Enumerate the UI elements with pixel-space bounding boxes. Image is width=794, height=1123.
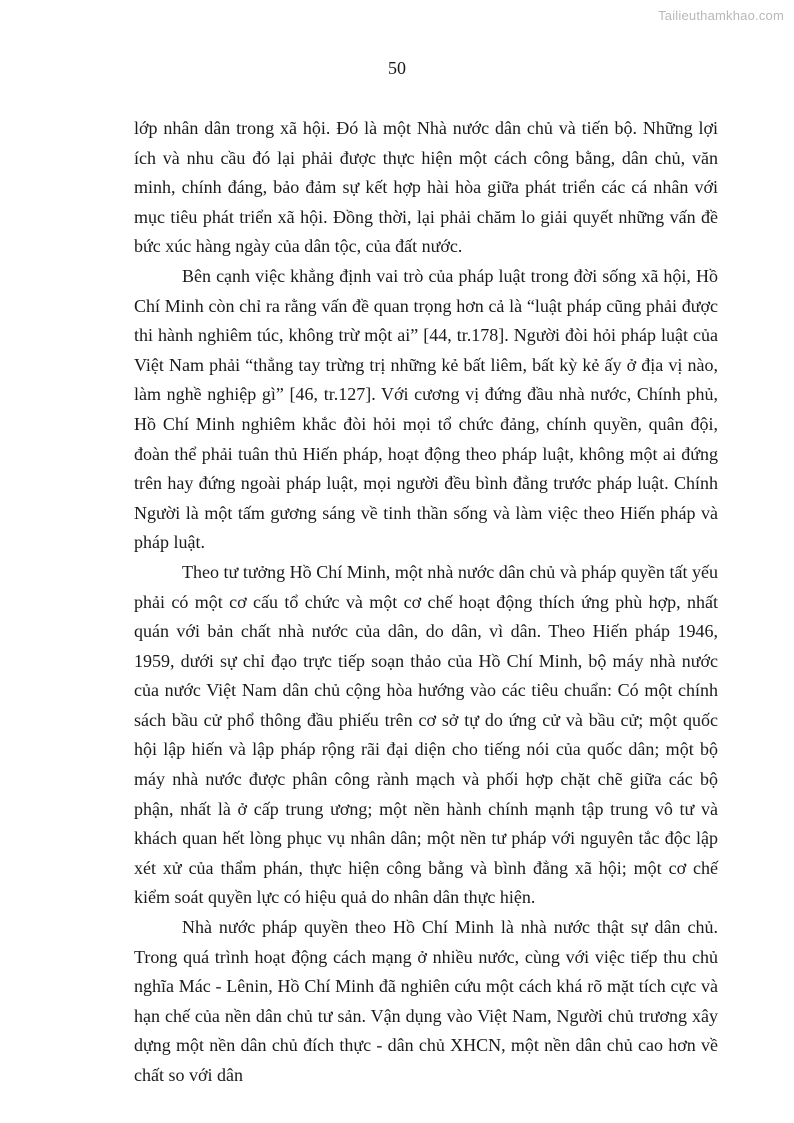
watermark-text: Tailieuthamkhao.com [658,8,784,23]
paragraph-1: lớp nhân dân trong xã hội. Đó là một Nhà nước dân chủ và tiến bộ. Những lợi ích và nhu cầu đó lại phải được thực hiện một cách công bằng, dân chủ, văn minh, chính đáng, bảo đảm sự kết hợp hài hòa giữa phát triển các cá nhân với mục tiêu phát triển xã hội. Đồng thời, lại phải chăm lo giải quyết những vấn đề bức xúc hàng ngày của dân tộc, của đất nước. [134,118,718,257]
document-body [134,114,718,1091]
paragraph-4: Nhà nước pháp quyền theo Hồ Chí Minh là nhà nước thật sự dân chủ. Trong quá trình hoạt động cách mạng ở nhiều nước, cùng với việc tiếp thu chủ nghĩa Mác - Lênin, Hồ Chí Minh đã nghiên cứu một cách khá rõ mặt tích cực và hạn chế của nền dân chủ tư sản. Vận dụng vào Việt Nam, Người chủ trương xây dựng một nền dân chủ đích thực - dân chủ XHCN, một nền dân chủ cao hơn về chất so với dân [134,917,718,1085]
paragraph-3: Theo tư tưởng Hồ Chí Minh, một nhà nước dân chủ và pháp quyền tất yếu phải có một cơ cấu tổ chức và một cơ chế hoạt động thích ứng phù hợp, nhất quán với bản chất nhà nước của dân, do dân, vì dân. Theo Hiến pháp 1946, 1959, dưới sự chỉ đạo trực tiếp soạn thảo của Hồ Chí Minh, bộ máy nhà nước của nước Việt Nam dân chủ cộng hòa hướng vào các tiêu chuẩn: Có một chính sách bầu cử phổ thông đầu phiếu trên cơ sở tự do ứng cử và bầu cử; một quốc hội lập hiến và lập pháp rộng rãi đại diện cho tiếng nói của quốc dân; một bộ máy nhà nước được phân công rành mạch và phối hợp chặt chẽ giữa các bộ phận, nhất là ở cấp trung ương; một nền hành chính mạnh tập trung vô tư và khách quan hết lòng phục vụ nhân dân; một nền tư pháp với nguyên tắc độc lập xét xử của thẩm phán, thực hiện công bằng và bình đẳng xã hội; một cơ chế kiểm soát quyền lực có hiệu quả do nhân dân thực hiện. [134,561,718,908]
paragraph-2: Bên cạnh việc khẳng định vai trò của pháp luật trong đời sống xã hội, Hồ Chí Minh còn chỉ ra rằng vấn đề quan trọng hơn cả là “luật pháp cũng phải được thi hành nghiêm túc, không trừ một ai” [44, tr.178]. Người đòi hỏi pháp luật của Việt Nam phải “thẳng tay trừng trị những kẻ bất liêm, bất kỳ kẻ ấy ở địa vị nào, làm nghề nghiệp gì” [46, tr.127]. Với cương vị đứng đầu nhà nước, Chính phủ, Hồ Chí Minh nghiêm khắc đòi hỏi mọi tổ chức đảng, chính quyền, quân đội, đoàn thể phải tuân thủ Hiến pháp, hoạt động theo pháp luật, không một ai đứng trên hay đứng ngoài pháp luật, mọi người đều bình đẳng trước pháp luật. Chính Người là một tấm gương sáng về tinh thần sống và làm việc theo Hiến pháp và pháp luật. [134,265,718,553]
page-number: 50 [388,58,406,78]
